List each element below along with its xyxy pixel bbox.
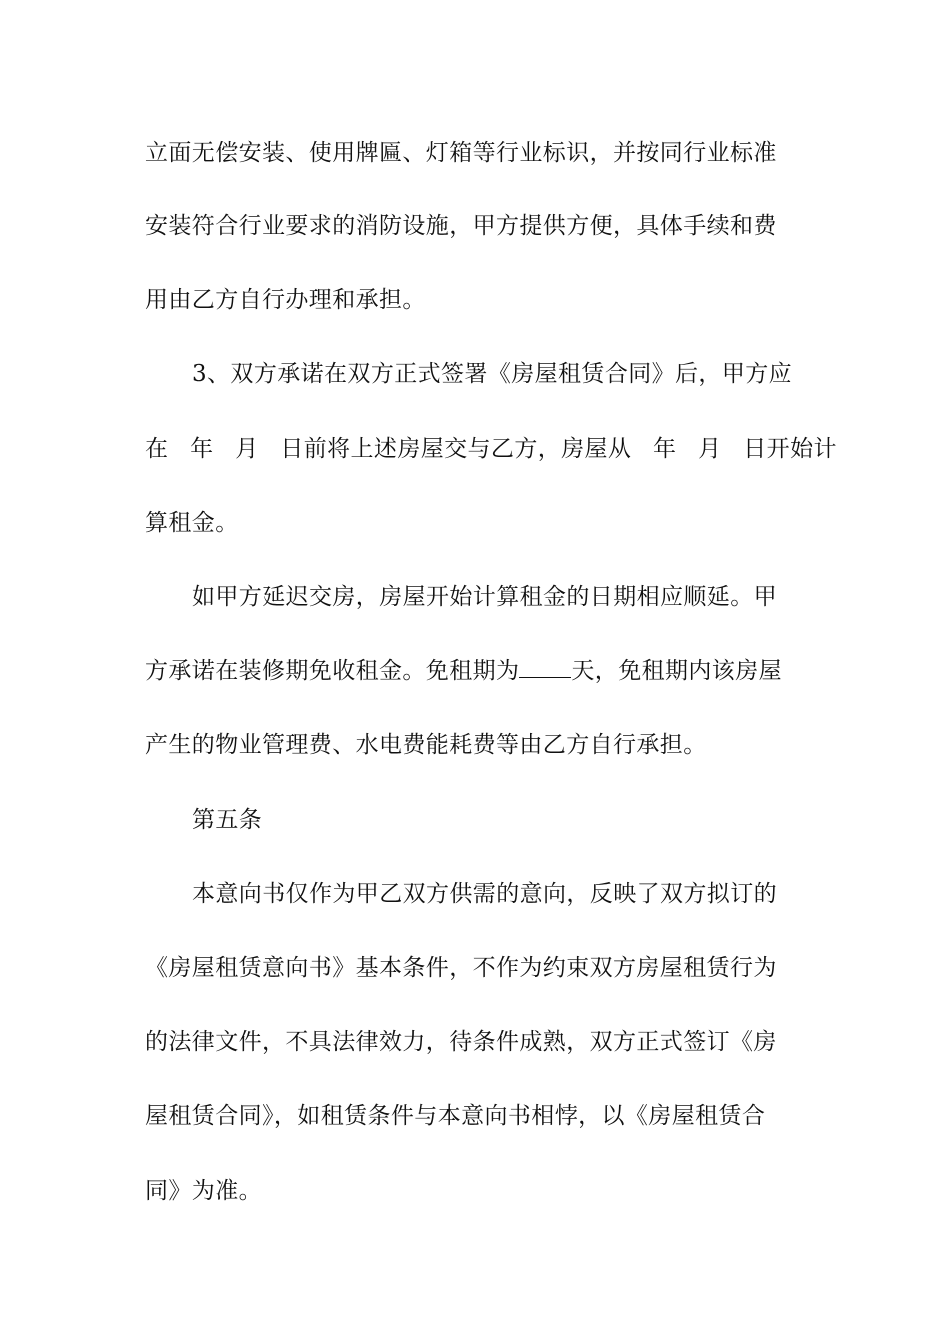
text-line: 产生的物业管理费、水电费能耗费等由乙方自行承担。 (145, 732, 707, 758)
article-5-heading: 第五条 (192, 807, 263, 833)
text-line: 算租金。 (145, 510, 239, 536)
paragraph-line: 如甲方延迟交房，房屋开始计算租金的日期相应顺延。甲 (192, 584, 777, 610)
text-line: 在 年 月 日前将上述房屋交与乙方，房屋从 年 月 日开始计 (145, 436, 837, 462)
clause-3-line: 3、双方承诺在双方正式签署《房屋租赁合同》后，甲方应 (192, 361, 793, 387)
text-line: 屋租赁合同》，如租赁条件与本意向书相悖，以《房屋租赁合 (145, 1103, 766, 1129)
text-line: 的法律文件，不具法律效力，待条件成熟，双方正式签订《房 (145, 1029, 777, 1055)
rent-free-days-blank (519, 657, 571, 678)
text-line: 同》为准。 (145, 1178, 262, 1204)
rent-free-text-before: 方承诺在装修期免收租金。免租期为 (145, 658, 520, 684)
text-line: 用由乙方自行办理和承担。 (145, 287, 426, 313)
text-line: 《房屋租赁意向书》基本条件，不作为约束双方房屋租赁行为 (145, 955, 777, 981)
paragraph-line: 本意向书仅作为甲乙双方供需的意向，反映了双方拟订的 (192, 881, 777, 907)
rent-free-text-after: 天，免租期内该房屋 (571, 658, 783, 684)
text-line: 立面无偿安装、使用牌匾、灯箱等行业标识，并按同行业标准 (145, 140, 777, 166)
rent-free-line (145, 656, 810, 686)
text-line: 安装符合行业要求的消防设施，甲方提供方便，具体手续和费 (145, 213, 777, 239)
